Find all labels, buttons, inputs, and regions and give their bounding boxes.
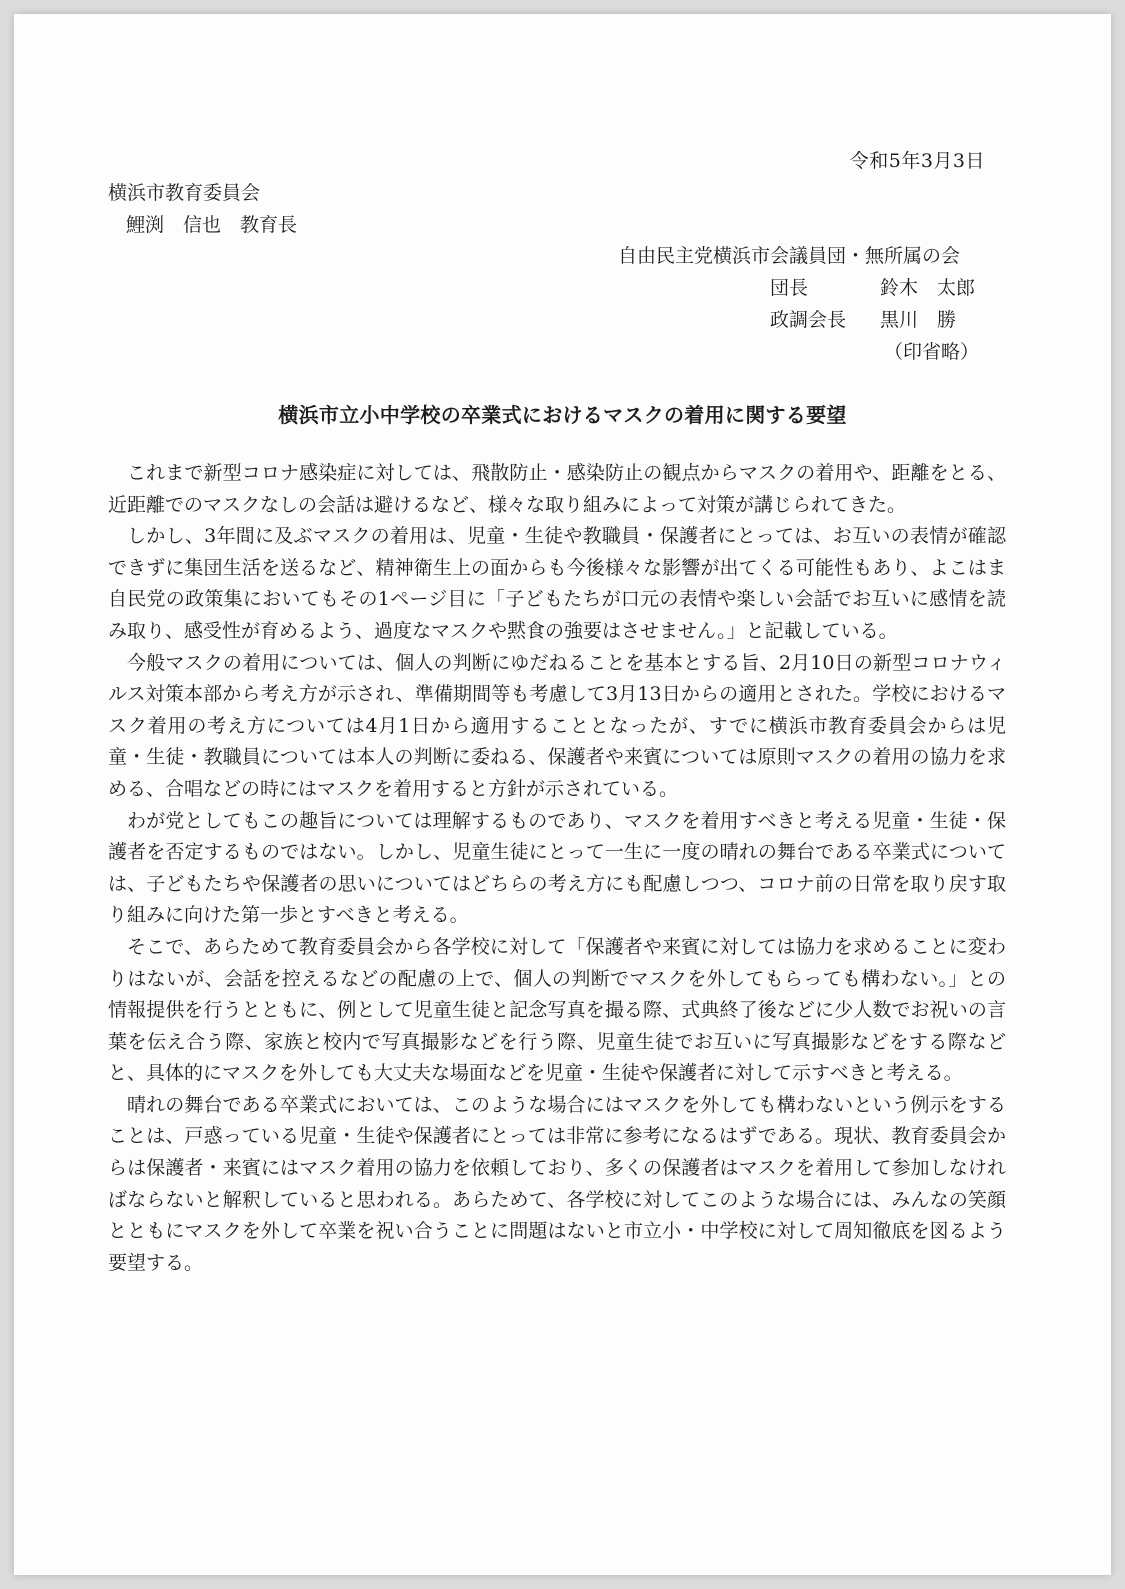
sender-name: 黒川 勝 (880, 309, 957, 331)
body-paragraph: しかし、3年間に及ぶマスクの着用は、児童・生徒や教職員・保護者にとっては、お互いの表情が確認できずに集団生活を送るなど、精神衛生上の面からも今後様々な影響が出てくる可能性もあり、よこはま自民党の政策集においてもその1ページ目に「子どもたちが口元の表情や楽しい会話でお互いに感情を読み取り、感受性が育めるよう、過度なマスクや黙食の強要はさせません。」と記載している。 (108, 525, 1006, 642)
sender-block (618, 240, 1018, 368)
body-paragraph: 晴れの舞台である卒業式においては、このような場合にはマスクを外しても構わないという例示をすることは、戸惑っている児童・生徒や保護者にとっては非常に参考になるはずである。現状、教育委員会からは保護者・来賓にはマスク着用の協力を依頼しており、多くの保護者はマスクを着用して参加しなければならないと解釈していると思われる。あらためて、各学校に対してこのような場合には、みんなの笑顔とともにマスクを外して卒業を祝い合うことに問題はないと市立小・中学校に対して周知徹底を図るよう要望する。 (108, 1093, 1006, 1274)
document-date: 令和5年3月3日 (849, 150, 985, 172)
body-paragraph: そこで、あらためて教育委員会から各学校に対して「保護者や来賓に対しては協力を求めることに変わりはないが、会話を控えるなどの配慮の上で、個人の判断でマスクを外してもらっても構わない。」との情報提供を行うとともに、例として児童生徒と記念写真を撮る際、式典終了後などに少人数でお祝いの言葉を伝え合う際、家族と校内で写真撮影などを行う際、児童生徒でお互いに写真撮影などをする際などと、具体的にマスクを外しても大丈夫な場面などを児童・生徒や保護者に対して示すべきと考える。 (108, 935, 1006, 1085)
sender-name: 鈴木 太郎 (880, 277, 976, 299)
document-title: 横浜市立小中学校の卒業式におけるマスクの着用に関する要望 (278, 403, 847, 427)
sender-member (618, 304, 1018, 336)
body-paragraph: これまで新型コロナ感染症に対しては、飛散防止・感染防止の観点からマスクの着用や、距離をとる、近距離でのマスクなしの会話は避けるなど、様々な取り組みによって対策が講じられてきた。 (108, 462, 1006, 516)
recipient-organization: 横浜市教育委員会 (108, 182, 261, 204)
sender-member (618, 272, 1018, 304)
seal-note: （印省略） (884, 341, 980, 363)
recipient-block (108, 177, 297, 241)
body-paragraph: 今般マスクの着用については、個人の判断にゆだねることを基本とする旨、2月10日の新型コロナウィルス対策本部から考え方が示され、準備期間等も考慮して3月13日からの適用とされた。学校におけるマスク着用の考え方については4月1日から適用することとなったが、すでに横浜市教育委員会からは児童・生徒・教職員については本人の判断に委ねる、保護者や来賓については原則マスクの着用の協力を求める、合唱などの時にはマスクを着用すると方針が示されている。 (108, 651, 1006, 800)
body-paragraph: わが党としてもこの趣旨については理解するものであり、マスクを着用すべきと考える児童・生徒・保護者を否定するものではない。しかし、児童生徒にとって一生に一度の晴れの舞台である卒業式については、子どもたちや保護者の思いについてはどちらの考え方にも配慮しつつ、コロナ前の日常を取り戻す取り組みに向けた第一歩とすべきと考える。 (108, 809, 1006, 927)
sender-role: 団長 (770, 277, 809, 299)
document-page (14, 14, 1111, 1575)
recipient-person: 鯉渕 信也 教育長 (126, 214, 298, 236)
sender-organization: 自由民主党横浜市会議員団・無所属の会 (618, 245, 961, 267)
document-body (108, 458, 1006, 1279)
sender-role: 政調会長 (770, 309, 847, 331)
